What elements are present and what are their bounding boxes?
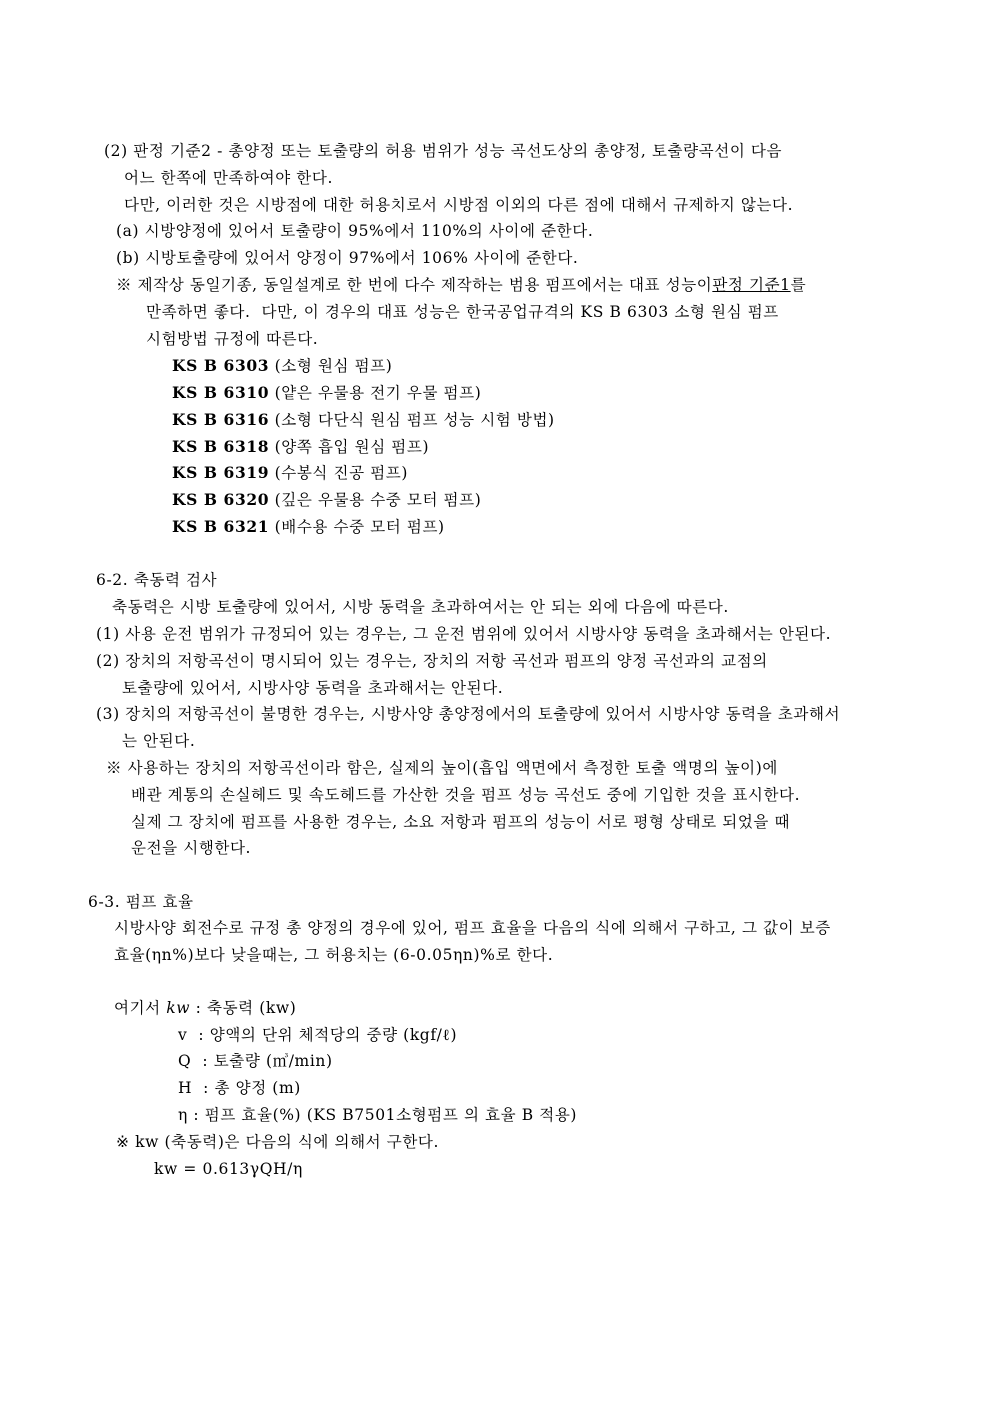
section-6-3-para-line2: 효율(ηn%)보다 낮을때는, 그 허용치는 (6-0.05ηn)%로 한다. xyxy=(114,946,554,964)
ks-code: KS B 6321 xyxy=(172,517,270,536)
criterion2-item-a: (a) 시방양정에 있어서 토출량이 95%에서 110%의 사이에 준한다. xyxy=(116,222,594,240)
section-6-3-note: ※ kw (축동력)은 다음의 식에 의해서 구한다. xyxy=(116,1133,440,1151)
criterion2-note-line3: 시험방법 규정에 따른다. xyxy=(146,330,319,348)
section-6-2-note-line2: 배관 계통의 손실헤드 및 속도헤드를 가산한 것을 펌프 성능 곡선도 중에 기입한 것을 표시한다. xyxy=(131,786,801,804)
section-6-2-title: 6-2. 축동력 검사 xyxy=(96,571,218,589)
ks-desc: (깊은 우물용 수중 모터 펌프) xyxy=(274,491,482,509)
section-6-2-note-line1: ※ 사용하는 장치의 저항곡선이라 함은, 실제의 높이(흡입 액면에서 측정한 토출 액명의 높이)에 xyxy=(106,759,778,777)
criterion1-reference: 판정 기준1 xyxy=(712,276,791,294)
criterion2-line2: 어느 한쪽에 만족하여야 한다. xyxy=(124,169,333,187)
ks-desc: (수봉식 진공 펌프) xyxy=(274,464,409,482)
note-text: ※ 제작상 동일기종, 동일설계로 한 번에 다수 제작하는 범용 펌프에서는 대표 성능이 xyxy=(116,276,713,294)
variable-v: v : 양액의 단위 체적당의 중량 (kgf/ℓ) xyxy=(178,1026,458,1044)
ks-list-item xyxy=(172,383,481,403)
variable-kw xyxy=(114,998,296,1018)
ks-code: KS B 6310 xyxy=(172,383,270,402)
ks-list-item xyxy=(172,463,408,483)
section-6-3-para-line1: 시방사양 회전수로 규정 총 양정의 경우에 있어, 펌프 효율을 다음의 식에 의해서 구하고, 그 값이 보증 xyxy=(114,919,831,937)
section-6-2-item2-line1: (2) 장치의 저항곡선이 명시되어 있는 경우는, 장치의 저항 곡선과 펌프의 양정 곡선과의 교점의 xyxy=(96,652,768,670)
ks-desc: (소형 원심 펌프) xyxy=(274,357,393,375)
section-6-2-note-line4: 운전을 시행한다. xyxy=(131,839,252,857)
where-label: 여기서 xyxy=(114,999,167,1017)
ks-desc: (얕은 우물용 전기 우물 펌프) xyxy=(274,384,482,402)
ks-code: KS B 6316 xyxy=(172,410,270,429)
kw-definition: : 축동력 (kw) xyxy=(190,999,297,1017)
shaft-power-formula: kw = 0.613γQH/η xyxy=(154,1160,303,1178)
kw-symbol: kw xyxy=(166,999,191,1017)
ks-desc: (배수용 수중 모터 펌프) xyxy=(274,518,445,536)
ks-desc: (소형 다단식 원심 펌프 성능 시험 방법) xyxy=(274,411,555,429)
ks-code: KS B 6318 xyxy=(172,437,270,456)
criterion2-line3: 다만, 이러한 것은 시방점에 대한 허용치로서 시방점 이외의 다른 점에 대해서 규제하지 않는다. xyxy=(124,196,794,214)
ks-code: KS B 6320 xyxy=(172,490,270,509)
variable-q: Q : 토출량 (㎥/min) xyxy=(178,1052,333,1070)
ks-code: KS B 6319 xyxy=(172,463,270,482)
section-6-2-item2-line2: 토출량에 있어서, 시방사양 동력을 초과해서는 안된다. xyxy=(122,679,504,697)
section-6-2-note-line3: 실제 그 장치에 펌프를 사용한 경우는, 소요 저항과 펌프의 성능이 서로 평형 상태로 되었을 때 xyxy=(131,813,791,831)
ks-desc: (양쪽 흡입 원심 펌프) xyxy=(274,438,430,456)
section-6-2-item3-line2: 는 안된다. xyxy=(122,732,196,750)
variable-h: H : 총 양정 (m) xyxy=(178,1079,301,1097)
section-6-3-title: 6-3. 펌프 효율 xyxy=(88,893,194,911)
criterion2-item-b: (b) 시방토출량에 있어서 양정이 97%에서 106% 사이에 준한다. xyxy=(116,249,579,267)
criterion2-line1: (2) 판정 기준2 - 총양정 또는 토출량의 허용 범위가 성능 곡선도상의 총양정, 토출량곡선이 다음 xyxy=(104,142,783,160)
section-6-2-item3-line1: (3) 장치의 저항곡선이 불명한 경우는, 시방사양 총양정에서의 토출량에 있어서 시방사양 동력을 초과해서 xyxy=(96,705,841,723)
ks-list-item xyxy=(172,437,429,457)
ks-list-item xyxy=(172,356,392,376)
ks-list-item xyxy=(172,490,481,510)
note-suffix: 를 xyxy=(790,276,807,294)
section-6-2-item1: (1) 사용 운전 범위가 규정되어 있는 경우는, 그 운전 범위에 있어서 시방사양 동력을 초과해서는 안된다. xyxy=(96,625,832,643)
ks-list-item xyxy=(172,517,445,537)
section-6-2-intro: 축동력은 시방 토출량에 있어서, 시방 동력을 초과하여서는 안 되는 외에 다음에 따른다. xyxy=(112,598,729,616)
ks-list-item xyxy=(172,410,555,430)
criterion2-note-line1 xyxy=(116,275,806,295)
criterion2-note-line2: 만족하면 좋다. 다만, 이 경우의 대표 성능은 한국공업규격의 KS B 6303 소형 원심 펌프 xyxy=(146,303,779,321)
variable-eta: η : 펌프 효율(%) (KS B7501소형펌프 의 효율 B 적용) xyxy=(178,1106,578,1124)
ks-code: KS B 6303 xyxy=(172,356,270,375)
